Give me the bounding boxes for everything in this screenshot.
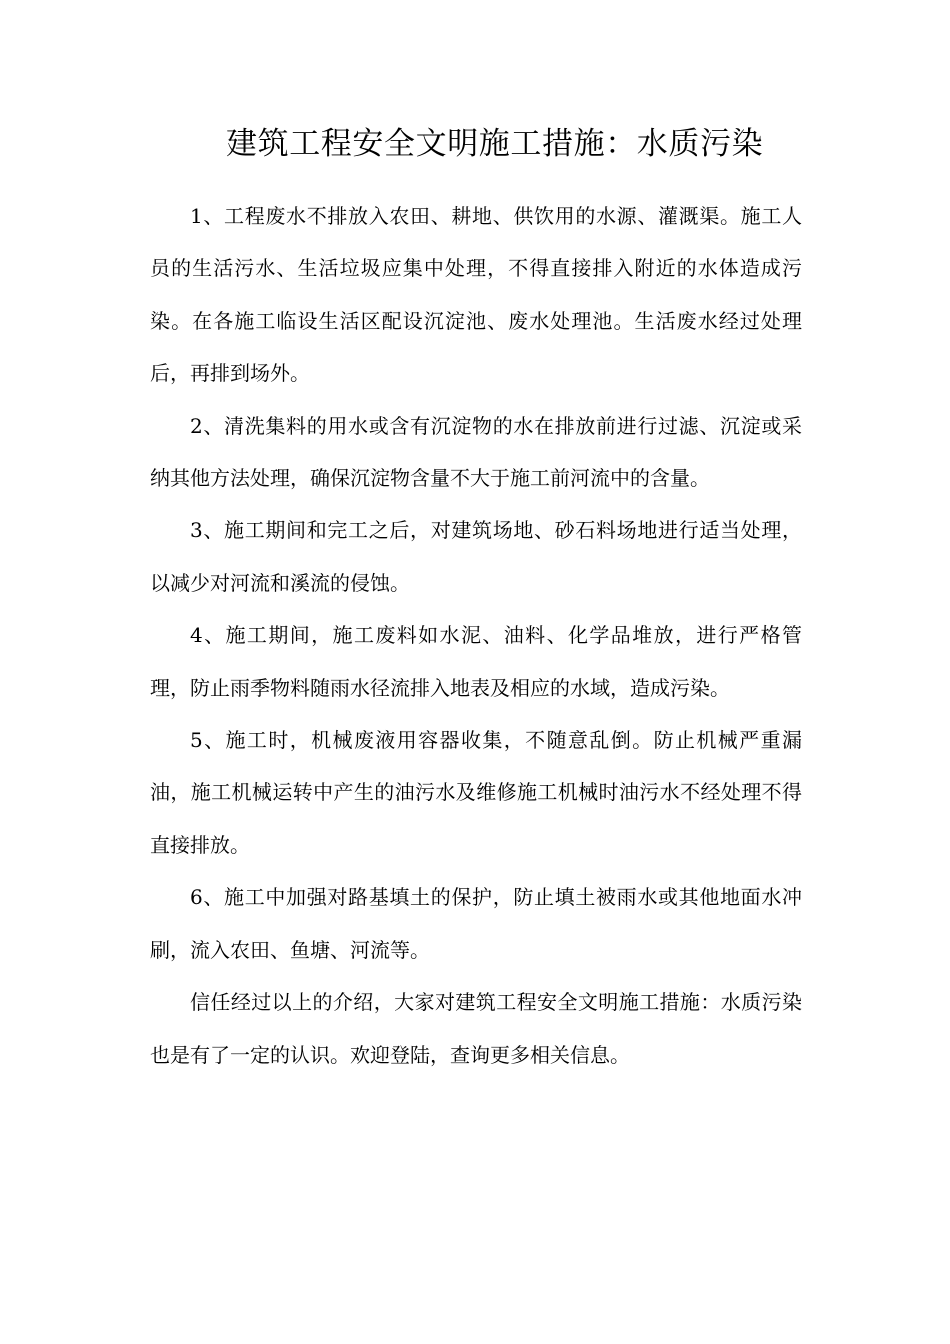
paragraph-5: 5、施工时，机械废液用容器收集，不随意乱倒。防止机械严重漏油，施工机械运转中产生的油污水及维修施工机械时油污水不经处理不得直接排放。 <box>150 728 802 857</box>
paragraph-4: 4、施工期间，施工废料如水泥、油料、化学品堆放，进行严格管理，防止雨季物料随雨水径流排入地表及相应的水域，造成污染。 <box>150 623 802 700</box>
paragraph-2: 2、清洗集料的用水或含有沉淀物的水在排放前进行过滤、沉淀或采纳其他方法处理，确保沉淀物含量不大于施工前河流中的含量。 <box>150 413 802 491</box>
document-body <box>150 190 802 1081</box>
paragraph-3: 3、施工期间和完工之后，对建筑场地、砂石料场地进行适当处理，以减少对河流和溪流的侵蚀。 <box>150 518 802 595</box>
document-title: 建筑工程安全文明施工措施：水质污染 <box>226 126 764 162</box>
paragraph-6: 6、施工中加强对路基填土的保护，防止填土被雨水或其他地面水冲刷，流入农田、鱼塘、河流等。 <box>150 885 802 962</box>
paragraph-1: 1、工程废水不排放入农田、耕地、供饮用的水源、灌溉渠。施工人员的生活污水、生活垃圾应集中处理，不得直接排入附近的水体造成污染。在各施工临设生活区配设沉淀池、废水处理池。生活废水经过处理后，再排到场外。 <box>150 204 802 386</box>
closing-paragraph: 信任经过以上的介绍，大家对建筑工程安全文明施工措施：水质污染也是有了一定的认识。欢迎登陆，查询更多相关信息。 <box>150 990 802 1067</box>
